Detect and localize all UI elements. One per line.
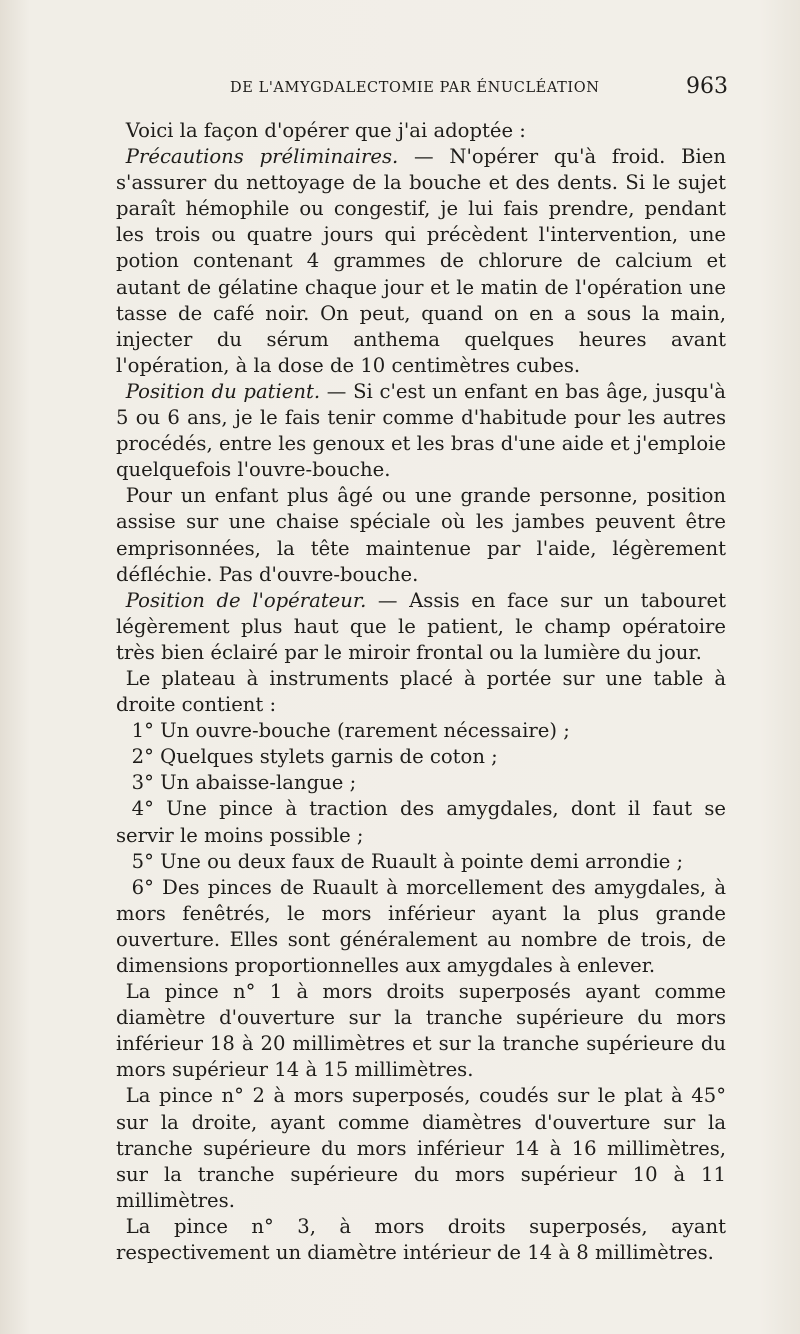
list-item: [116, 718, 726, 744]
paragraph-pince-1: [116, 979, 726, 1083]
section-heading: Position du patient.: [125, 379, 321, 403]
section-heading: Précautions préliminaires.: [125, 145, 399, 169]
section-heading: Position de l'opérateur.: [125, 588, 367, 612]
paragraph-precautions: [116, 144, 726, 379]
list-item: [116, 770, 726, 796]
paragraph-older-patient: [116, 483, 726, 587]
page-number: 963: [686, 74, 728, 99]
paragraph-text: — N'opérer qu'à froid. Bien s'assurer du nettoyage de la bouche et des dents. Si le sujet paraît hémophile ou congestif, je lui fais prendre, pendant les trois ou quatre jours qui précèdent l'intervention, une potion contenant 4 grammes de chlorure de calcium et autant de gélatine chaque jour et le matin de l'opération une tasse de café noir. On peut, quand on en a sous la main, injecter du sérum anthema quelques heures avant l'opération, à la dose de 10 centimètres cubes.: [116, 145, 726, 377]
paragraph-text: Le plateau à instruments placé à portée sur une table à droite contient :: [116, 666, 726, 717]
list-item-text: 5° Une ou deux faux de Ruault à pointe demi arrondie ;: [131, 849, 684, 873]
paragraph-instrument-tray: [116, 666, 726, 718]
paragraph-text: La pince n° 1 à mors droits superposés ayant comme diamètre d'ouverture sur la tranche supérieure du mors inférieur 18 à 20 millimètres et sur la tranche supérieure du mors supérieur 14 à 15 millimètres.: [116, 980, 726, 1082]
list-item-text: 6° Des pinces de Ruault à morcellement des amygdales, à mors fenêtrés, le mors inférieur ayant la plus grande ouverture. Elles sont généralement au nombre de trois, de dimensions proportionnelles aux amygdales à enlever.: [116, 875, 726, 977]
paragraph-text: — Si c'est un enfant en bas âge, jusqu'à 5 ou 6 ans, je le fais tenir comme d'habitude pour les autres procédés, entre les genoux et les bras d'une aide et j'emploie quelquefois l'ouvre-bouche.: [116, 379, 726, 482]
paragraph-pince-2: [116, 1083, 726, 1213]
running-title: DE L'AMYGDALECTOMIE PAR ÉNUCLÉATION: [230, 80, 600, 96]
paragraph-text: La pince n° 2 à mors superposés, coudés sur le plat à 45° sur la droite, ayant comme diamètres d'ouverture sur la tranche supérieure du mors inférieur 14 à 16 millimètres, sur la tranche supérieure du mors supérieur 10 à 11 millimètres.: [116, 1084, 726, 1212]
running-head: [118, 74, 728, 104]
paragraph-text: La pince n° 3, à mors droits superposés, ayant respectivement un diamètre intérieur de 14 à 8 millimètres.: [116, 1214, 726, 1265]
list-item-text: 1° Un ouvre-bouche (rarement nécessaire) ;: [131, 719, 570, 743]
list-item-text: 2° Quelques stylets garnis de coton ;: [131, 745, 498, 769]
paragraph-position-patient: [116, 379, 726, 483]
list-item: [116, 744, 726, 770]
paragraph-position-operator: [116, 588, 726, 666]
paragraph-text: Pour un enfant plus âgé ou une grande personne, position assise sur une chaise spéciale où les jambes peuvent être emprisonnées, la tête maintenue par l'aide, légèrement défléchie. Pas d'ouvre-bouche.: [116, 484, 726, 586]
paragraph-text: — Assis en face sur un tabouret légèrement plus haut que le patient, le champ opératoire très bien éclairé par le miroir frontal ou la lumière du jour.: [116, 588, 726, 664]
list-item-text: 3° Un abaisse-langue ;: [131, 771, 357, 795]
paragraph-intro: [116, 118, 726, 144]
list-item: [116, 875, 726, 979]
list-item: [116, 849, 726, 875]
list-item: [116, 796, 726, 848]
paragraph-pince-3: [116, 1214, 726, 1266]
paragraph-text: Voici la façon d'opérer que j'ai adoptée :: [125, 119, 526, 142]
list-item-text: 4° Une pince à traction des amygdales, dont il faut se servir le moins possible ;: [116, 797, 726, 847]
body-text: [116, 118, 726, 1266]
